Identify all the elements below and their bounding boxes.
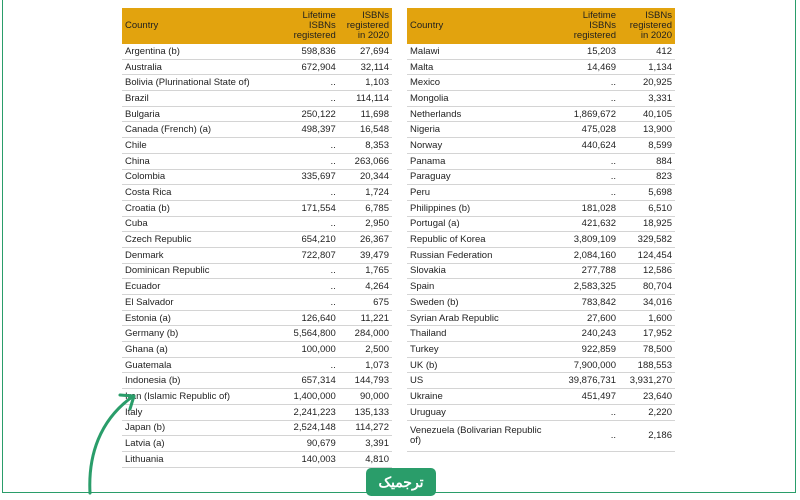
table-row	[122, 310, 392, 326]
lifetime-isbns-cell: 7,900,000	[555, 357, 619, 373]
country-cell: Croatia (b)	[122, 200, 277, 216]
country-cell: Canada (French) (a)	[122, 122, 277, 138]
lifetime-isbns-cell: 475,028	[555, 122, 619, 138]
lifetime-isbns-cell: ..	[277, 263, 338, 279]
table-row	[407, 247, 675, 263]
lifetime-isbns-cell: ..	[555, 91, 619, 107]
lifetime-isbns-cell: 140,003	[277, 451, 338, 467]
country-cell: Syrian Arab Republic	[407, 310, 555, 326]
lifetime-isbns-cell: 654,210	[277, 232, 338, 248]
isbns-2020-cell: 6,510	[619, 200, 675, 216]
isbns-2020-cell: 8,599	[619, 138, 675, 154]
lifetime-isbns-cell: 39,876,731	[555, 373, 619, 389]
isbns-2020-cell: 2,950	[339, 216, 392, 232]
country-cell: Mongolia	[407, 91, 555, 107]
country-cell: Germany (b)	[122, 326, 277, 342]
table-row	[407, 153, 675, 169]
lifetime-isbns-cell: 240,243	[555, 326, 619, 342]
country-cell: Ecuador	[122, 279, 277, 295]
country-cell: Netherlands	[407, 106, 555, 122]
country-cell: Czech Republic	[122, 232, 277, 248]
lifetime-isbns-cell: 672,904	[277, 59, 338, 75]
isbns-2020-cell: 78,500	[619, 342, 675, 358]
country-cell: Chile	[122, 138, 277, 154]
table-row	[407, 310, 675, 326]
header-country: Country	[407, 8, 555, 44]
isbns-2020-cell: 90,000	[339, 389, 392, 405]
table-row	[407, 357, 675, 373]
country-cell: Portugal (a)	[407, 216, 555, 232]
country-cell: Spain	[407, 279, 555, 295]
header-lifetime-isbns	[277, 8, 338, 44]
isbns-2020-cell: 13,900	[619, 122, 675, 138]
header-line: Lifetime	[302, 10, 336, 21]
isbns-2020-cell: 17,952	[619, 326, 675, 342]
table-body-right	[407, 44, 675, 451]
country-cell: Australia	[122, 59, 277, 75]
header-line: registered	[293, 30, 336, 41]
lifetime-isbns-cell: 2,524,148	[277, 420, 338, 436]
country-cell: El Salvador	[122, 295, 277, 311]
isbns-2020-cell: 6,785	[339, 200, 392, 216]
lifetime-isbns-cell: 657,314	[277, 373, 338, 389]
table-body-left	[122, 44, 392, 467]
lifetime-isbns-cell: 2,583,325	[555, 279, 619, 295]
isbns-2020-cell: 3,331	[619, 91, 675, 107]
country-cell: Brazil	[122, 91, 277, 107]
isbns-2020-cell: 412	[619, 44, 675, 59]
isbns-2020-cell: 135,133	[339, 404, 392, 420]
lifetime-isbns-cell: 250,122	[277, 106, 338, 122]
table-row	[122, 185, 392, 201]
lifetime-isbns-cell: ..	[277, 138, 338, 154]
country-cell: Argentina (b)	[122, 44, 277, 59]
lifetime-isbns-cell: 14,469	[555, 59, 619, 75]
table-row	[122, 122, 392, 138]
country-cell: Malta	[407, 59, 555, 75]
table-row	[122, 451, 392, 467]
table-row	[407, 389, 675, 405]
country-cell: Japan (b)	[122, 420, 277, 436]
country-cell: Nigeria	[407, 122, 555, 138]
table-row	[407, 44, 675, 59]
lifetime-isbns-cell: 90,679	[277, 436, 338, 452]
isbns-2020-cell: 2,500	[339, 342, 392, 358]
country-cell: Bolivia (Plurinational State of)	[122, 75, 277, 91]
country-cell: Sweden (b)	[407, 295, 555, 311]
header-line: ISBNs	[589, 20, 616, 31]
isbns-2020-cell: 1,073	[339, 357, 392, 373]
header-line: Lifetime	[582, 10, 616, 21]
lifetime-isbns-cell: ..	[555, 169, 619, 185]
isbns-2020-cell: 2,186	[619, 420, 675, 451]
country-cell: Paraguay	[407, 169, 555, 185]
table-row	[122, 326, 392, 342]
table-row	[407, 169, 675, 185]
isbns-2020-cell: 884	[619, 153, 675, 169]
lifetime-isbns-cell: 181,028	[555, 200, 619, 216]
isbns-2020-cell: 823	[619, 169, 675, 185]
table-row	[122, 295, 392, 311]
lifetime-isbns-cell: ..	[555, 75, 619, 91]
country-cell: UK (b)	[407, 357, 555, 373]
table-row	[122, 216, 392, 232]
table-row	[407, 232, 675, 248]
lifetime-isbns-cell: ..	[277, 279, 338, 295]
country-cell: Colombia	[122, 169, 277, 185]
table-row	[407, 138, 675, 154]
header-line: ISBNs	[308, 20, 336, 31]
lifetime-isbns-cell: 421,632	[555, 216, 619, 232]
lifetime-isbns-cell: 1,869,672	[555, 106, 619, 122]
country-cell: Cuba	[122, 216, 277, 232]
table-row	[122, 373, 392, 389]
country-cell: Dominican Republic	[122, 263, 277, 279]
country-cell: Philippines (b)	[407, 200, 555, 216]
isbns-2020-cell: 32,114	[339, 59, 392, 75]
lifetime-isbns-cell: 440,624	[555, 138, 619, 154]
isbns-2020-cell: 4,264	[339, 279, 392, 295]
header-line: ISBNs	[362, 10, 389, 21]
isbns-2020-cell: 144,793	[339, 373, 392, 389]
isbn-table-right	[407, 8, 675, 452]
isbns-2020-cell: 39,479	[339, 247, 392, 263]
country-cell: Italy	[122, 404, 277, 420]
isbns-2020-cell: 18,925	[619, 216, 675, 232]
lifetime-isbns-cell: 5,564,800	[277, 326, 338, 342]
isbns-2020-cell: 20,344	[339, 169, 392, 185]
brand-badge: ترجمیک	[366, 468, 436, 496]
isbns-2020-cell: 3,391	[339, 436, 392, 452]
header-lifetime-isbns	[555, 8, 619, 44]
table-row	[407, 279, 675, 295]
country-cell: Lithuania	[122, 451, 277, 467]
table-row	[407, 404, 675, 420]
isbns-2020-cell: 114,272	[339, 420, 392, 436]
table-row	[122, 153, 392, 169]
header-isbns-2020	[619, 8, 675, 44]
table-row	[407, 200, 675, 216]
country-cell: Thailand	[407, 326, 555, 342]
table-row	[122, 91, 392, 107]
table-row	[122, 279, 392, 295]
table-row	[122, 75, 392, 91]
isbns-2020-cell: 20,925	[619, 75, 675, 91]
header-country: Country	[122, 8, 277, 44]
table-row	[407, 342, 675, 358]
table-row	[122, 420, 392, 436]
lifetime-isbns-cell: ..	[277, 185, 338, 201]
lifetime-isbns-cell: 15,203	[555, 44, 619, 59]
lifetime-isbns-cell: 451,497	[555, 389, 619, 405]
lifetime-isbns-cell: ..	[555, 185, 619, 201]
lifetime-isbns-cell: 598,836	[277, 44, 338, 59]
lifetime-isbns-cell: 783,842	[555, 295, 619, 311]
country-cell: Peru	[407, 185, 555, 201]
isbns-2020-cell: 27,694	[339, 44, 392, 59]
country-cell: Ukraine	[407, 389, 555, 405]
lifetime-isbns-cell: 722,807	[277, 247, 338, 263]
table-row	[407, 216, 675, 232]
country-cell: US	[407, 373, 555, 389]
lifetime-isbns-cell: 335,697	[277, 169, 338, 185]
isbns-2020-cell: 675	[339, 295, 392, 311]
country-cell: Malawi	[407, 44, 555, 59]
country-cell: Russian Federation	[407, 247, 555, 263]
country-cell: Guatemala	[122, 357, 277, 373]
header-line: in 2020	[357, 30, 389, 41]
table-row	[122, 263, 392, 279]
isbns-2020-cell: 263,066	[339, 153, 392, 169]
lifetime-isbns-cell: 3,809,109	[555, 232, 619, 248]
country-cell: Ghana (a)	[122, 342, 277, 358]
table-row	[122, 389, 392, 405]
table-row	[122, 44, 392, 59]
table-header-row	[122, 8, 392, 44]
country-cell: Turkey	[407, 342, 555, 358]
country-cell: Estonia (a)	[122, 310, 277, 326]
country-cell: Republic of Korea	[407, 232, 555, 248]
table-row	[122, 342, 392, 358]
table-row	[122, 169, 392, 185]
table-row	[122, 200, 392, 216]
isbns-2020-cell: 80,704	[619, 279, 675, 295]
isbns-2020-cell: 12,586	[619, 263, 675, 279]
lifetime-isbns-cell: ..	[277, 216, 338, 232]
isbns-2020-cell: 1,600	[619, 310, 675, 326]
isbns-2020-cell: 1,724	[339, 185, 392, 201]
isbns-2020-cell: 34,016	[619, 295, 675, 311]
lifetime-isbns-cell: ..	[277, 75, 338, 91]
lifetime-isbns-cell: 27,600	[555, 310, 619, 326]
lifetime-isbns-cell: 498,397	[277, 122, 338, 138]
isbns-2020-cell: 329,582	[619, 232, 675, 248]
lifetime-isbns-cell: ..	[555, 153, 619, 169]
isbns-2020-cell: 5,698	[619, 185, 675, 201]
table-row	[407, 122, 675, 138]
header-line: registered	[629, 20, 672, 31]
isbns-2020-cell: 124,454	[619, 247, 675, 263]
header-line: registered	[573, 30, 616, 41]
table-row	[122, 404, 392, 420]
isbns-2020-cell: 16,548	[339, 122, 392, 138]
lifetime-isbns-cell: ..	[277, 357, 338, 373]
lifetime-isbns-cell: 2,084,160	[555, 247, 619, 263]
table-row	[407, 326, 675, 342]
table-row	[407, 59, 675, 75]
country-cell: Indonesia (b)	[122, 373, 277, 389]
table-row	[122, 106, 392, 122]
table-row	[122, 357, 392, 373]
country-cell: Denmark	[122, 247, 277, 263]
isbns-2020-cell: 188,553	[619, 357, 675, 373]
table-row	[407, 185, 675, 201]
header-isbns-2020	[339, 8, 392, 44]
isbns-2020-cell: 2,220	[619, 404, 675, 420]
isbns-2020-cell: 26,367	[339, 232, 392, 248]
table-row	[122, 59, 392, 75]
country-cell: Mexico	[407, 75, 555, 91]
header-line: in 2020	[640, 30, 672, 41]
isbn-table-left	[122, 8, 392, 468]
lifetime-isbns-cell: ..	[277, 295, 338, 311]
isbns-2020-cell: 8,353	[339, 138, 392, 154]
curved-arrow-icon	[80, 385, 150, 495]
country-cell: China	[122, 153, 277, 169]
country-cell: Venezuela (Bolivarian Republic of)	[407, 420, 555, 451]
country-cell: Norway	[407, 138, 555, 154]
isbns-2020-cell: 1,765	[339, 263, 392, 279]
lifetime-isbns-cell: 277,788	[555, 263, 619, 279]
lifetime-isbns-cell: ..	[555, 420, 619, 451]
table-row	[407, 263, 675, 279]
table-row	[122, 232, 392, 248]
isbns-2020-cell: 1,134	[619, 59, 675, 75]
table-row	[407, 295, 675, 311]
isbns-2020-cell: 11,698	[339, 106, 392, 122]
lifetime-isbns-cell: ..	[277, 153, 338, 169]
isbns-2020-cell: 11,221	[339, 310, 392, 326]
isbns-2020-cell: 40,105	[619, 106, 675, 122]
country-cell: Panama	[407, 153, 555, 169]
table-row	[122, 138, 392, 154]
lifetime-isbns-cell: 922,859	[555, 342, 619, 358]
isbns-2020-cell: 114,114	[339, 91, 392, 107]
lifetime-isbns-cell: ..	[555, 404, 619, 420]
lifetime-isbns-cell: ..	[277, 91, 338, 107]
isbns-2020-cell: 284,000	[339, 326, 392, 342]
table-row	[407, 91, 675, 107]
lifetime-isbns-cell: 1,400,000	[277, 389, 338, 405]
lifetime-isbns-cell: 126,640	[277, 310, 338, 326]
table-row	[122, 436, 392, 452]
table-row	[407, 75, 675, 91]
isbns-2020-cell: 1,103	[339, 75, 392, 91]
lifetime-isbns-cell: 171,554	[277, 200, 338, 216]
isbns-2020-cell: 23,640	[619, 389, 675, 405]
lifetime-isbns-cell: 100,000	[277, 342, 338, 358]
country-cell: Costa Rica	[122, 185, 277, 201]
table-row	[407, 420, 675, 451]
country-cell: Iran (Islamic Republic of)	[122, 389, 277, 405]
table-row	[407, 373, 675, 389]
table-row	[122, 247, 392, 263]
header-line: ISBNs	[645, 10, 672, 21]
country-cell: Latvia (a)	[122, 436, 277, 452]
header-line: registered	[346, 20, 389, 31]
isbns-2020-cell: 3,931,270	[619, 373, 675, 389]
country-cell: Bulgaria	[122, 106, 277, 122]
country-cell: Uruguay	[407, 404, 555, 420]
lifetime-isbns-cell: 2,241,223	[277, 404, 338, 420]
table-row	[407, 106, 675, 122]
isbns-2020-cell: 4,810	[339, 451, 392, 467]
country-cell: Slovakia	[407, 263, 555, 279]
table-header-row	[407, 8, 675, 44]
